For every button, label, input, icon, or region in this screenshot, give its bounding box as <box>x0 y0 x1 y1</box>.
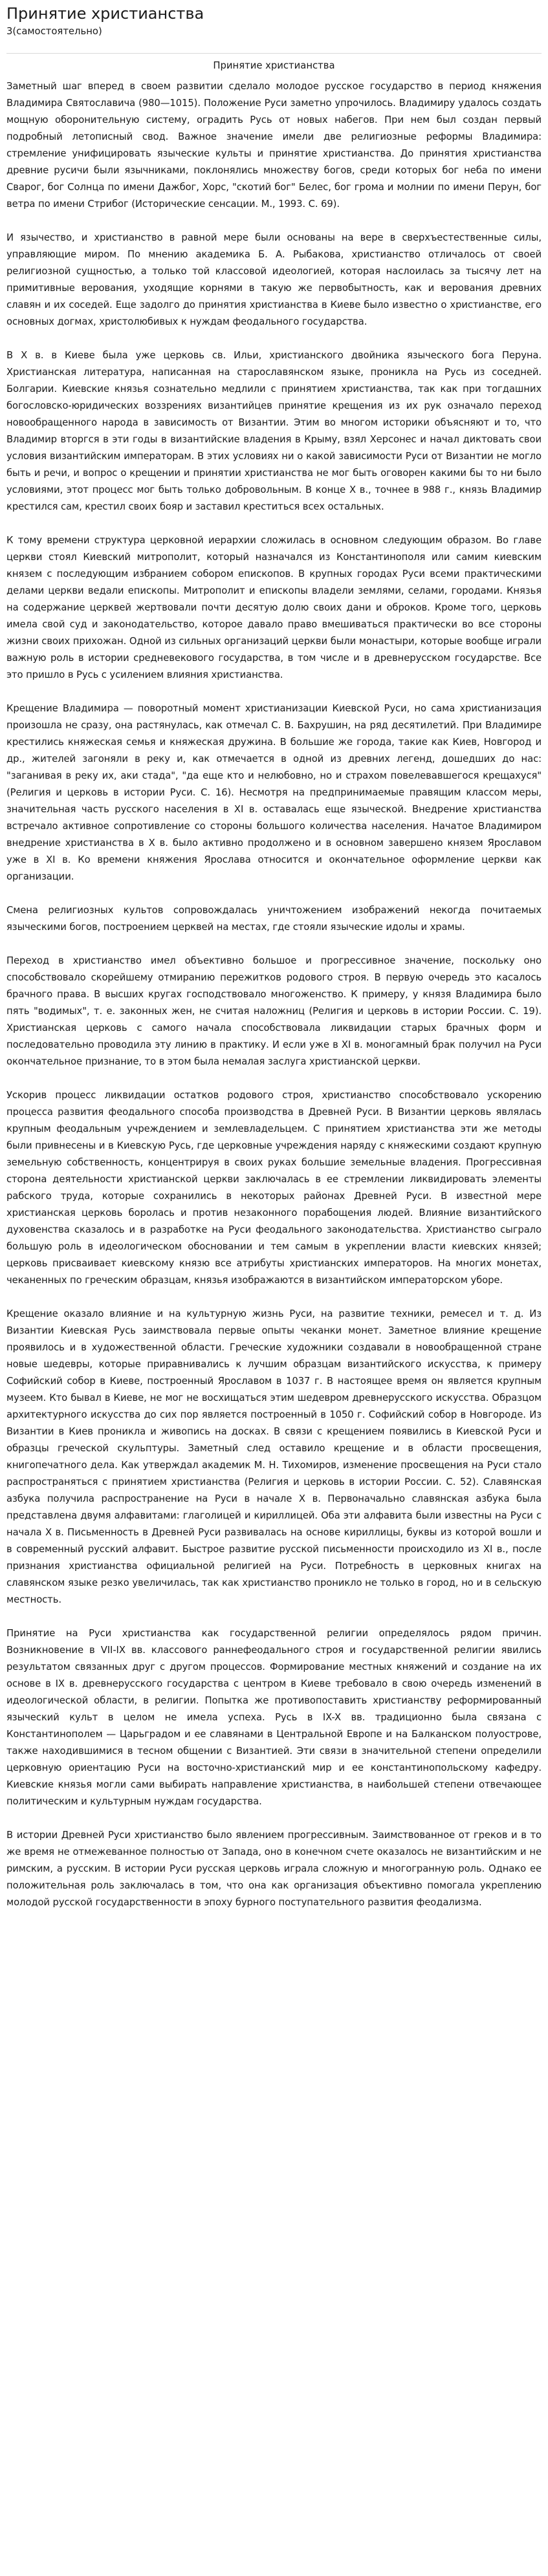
paragraph: И язычество, и христианство в равной мере были основаны на вере в сверхъестественные силы, управляющие миром. По мнению академика Б. А. Рыбакова, христианство отличалось от своей религиозной сущностью, а только той классовой идеологией, которая наслоилась за тысячу лет на примитивные верования, уходящие корнями в такую же первобытность, как и верования древних славян и их соседей. Еще задолго до принятия христианства в Киеве было известно о христианстве, его основных догмах, христолюбивых к нуждам феодального государства. <box>6 232 542 327</box>
paragraph: Ускорив процесс ликвидации остатков родового строя, христианство способствовало ускорению процесса развития феодального способа производства в Древней Руси. В Византии церковь являлась крупным феодальным учреждением и землевладельцем. С принятием христианства эти же методы были привнесены и в Киевскую Русь, где церковные учреждения наряду с княжескими создают крупную земельную собственность, концентрируя в своих руках большие земельные владения. Прогрессивная сторона деятельности христианской церкви заключалась в ее стремлении ликвидировать элементы рабского труда, которые сохранились в некоторых районах Древней Руси. В известной мере христианская церковь боролась и против незаконного порабощения людей. Влияние византийского духовенства сказалось и в разработке на Руси феодального законодательства. Христианство сыграло большую роль в идеологическом обосновании и тем самым в укреплении власти киевских князей; церковь присваивает киевскому князю все атрибуты христианских императоров. На многих монетах, чеканенных по греческим образцам, князья изображаются в византийском императорском уборе. <box>6 1090 542 1286</box>
article-heading: Принятие христианства <box>213 60 335 71</box>
paragraph: К тому времени структура церковной иерархии сложилась в основном следующим образом. Во главе церкви стоял Киевский митрополит, который назначался из Константинополя или самим киевским князем с последующим избранием собором епископов. В крупных городах Руси всеми практическими делами церкви ведали епископы. Митрополит и епископы владели землями, селами, городами. Князья на содержание церквей жертвовали почти десятую долю своих дани и оброков. Кроме того, церковь имела свой суд и законодательство, которое давало право вмешиваться практически во все стороны жизни своих прихожан. Одной из сильных организаций церкви были монастыри, которые вообще играли важную роль в истории средневекового государства, в том числе и в древнерусском государстве. Все это пришло в Русь с усилением влияния христианства. <box>6 535 542 680</box>
paragraph: Принятие на Руси христианства как государственной религии определялось рядом причин. Возникновение в VII-IX вв. классового раннефеодального строя и государственной религии явились результатом связанных друг с другом процессов. Формирование местных княжений и создание на их основе в IX в. древнерусского государства с центром в Киеве требовало в свою очередь изменений в идеологической области, в религии. Попытка же противопоставить христианству реформированный языческий культ в целом не имела успеха. Русь в IX-X вв. традиционно была связана с Константинополем — Царьградом и ее славянами в Центральной Европе и на Балканском полуострове, также находившимися в тесном общении с Византией. Эти связи в значительной степени определили церковную ориентацию Руси на восточно-христианский мир и ее константинопольскому кафедру. Киевские князья могли сами выбирать направление христианства, в наибольшей степени отвечающее политическим и культурным нуждам государства. <box>6 1628 542 1807</box>
paragraph: Заметный шаг вперед в своем развитии сделало молодое русское государство в период княжения Владимира Святославича (980—1015). Положение Руси заметно упрочилось. Владимиру удалось создать мощную оборонительную систему, оградить Русь от новых набегов. При нем был создан первый подробный летописный свод. Важное значение имели две религиозные реформы Владимира: стремление унифицировать языческие культы и принятие христианства. До принятия христианства древние русичи были язычниками, поклонялись множеству богов, среди которых бог неба по имени Сварог, бог Солнца по имени Дажбог, Хорс, "скотий бог" Белес, бог грома и молнии по имени Перун, бог ветра по имени Стрибог (Исторические сенсации. М., 1993. С. 69). <box>6 81 542 210</box>
paragraph: Смена религиозных культов сопровождалась уничтожением изображений некогда почитаемых языческими богов, построением церквей на местах, где стояли языческие идолы и храмы. <box>6 905 542 933</box>
paragraph: Крещение Владимира — поворотный момент христианизации Киевской Руси, но сама христианизация произошла не сразу, она растянулась, как отмечал С. В. Бахрушин, на ряд десятилетий. При Владимире крестились княжеская семья и княжеская дружина. В большие же города, такие как Киев, Новгород и др., жителей загоняли в реку и, как отмечается в одной из древних легенд, дошедших до нас: "заганивая в реку их, аки стада", "да еще кто и нелюбовно, но и страхом повелевавшегося крещахуся" (Религия и церковь в истории Руси. С. 16). Несмотря на предпринимаемые правящим классом меры, значительная часть русского населения в XI в. оставалась еще языческой. Внедрение христианства встречало активное сопротивление со стороны большого количества населения. Начатое Владимиром внедрение христианства в X в. было активно продолжено и в основном завершено князем Ярославом уже в XI в. Ко времени княжения Ярослава относится и окончательное оформление церкви как организации. <box>6 703 542 882</box>
article <box>6 53 542 1911</box>
paragraph: В истории Древней Руси христианство было явлением прогрессивным. Заимствованное от греков и в то же время не отмежеванное полностью от Запада, оно в конечном счете оказалось не византийским и не римским, а русским. В истории Руси русская церковь играла сложную и многогранную роль. Однако ее положительная роль заключалась в том, что она как организация объективно помогала укреплению молодой русской государственности в эпоху бурного поступательного развития феодализма. <box>6 1830 542 1908</box>
paragraph: Переход в христианство имел объективно большое и прогрессивное значение, поскольку оно способствовало скорейшему отмиранию пережитков родового строя. В первую очередь это касалось брачного права. В высших кругах господствовало многоженство. К примеру, у князя Владимира было пять "водимых", т. е. законных жен, не считая наложниц (Религия и церковь в истории России. С. 19). Христианская церковь с самого начала способствовала ликвидации старых брачных форм и последовательно проводила эту линию в практику. И если уже в XI в. моногамный брак получил на Руси окончательное признание, то в этом была немалая заслуга христианской церкви. <box>6 955 542 1067</box>
paragraph: В X в. в Киеве была уже церковь св. Ильи, христианского двойника языческого бога Перуна. Христианская литература, написанная на старославянском языке, проникла на Русь из соседней. Болгарии. Киевские князья сознательно медлили с принятием христианства, так как при тогдашних богословско-юридических воззрениях византийцев принятие крещения из их рук означало переход новообращенного народа в зависимость от Византии. Этим во многом историки объясняют и то, что Владимир вторгся в эти годы в византийские владения в Крыму, взял Херсонес и начал диктовать свои условия византийским императорам. В этих условиях ни о какой зависимости Руси от Византии не могло быть и речи, и вопрос о крещении и принятии христианства не мог быть оговорен какими бы то ни было условиями, этот процесс мог быть только добровольным. В конце X в., точнее в 988 г., князь Владимир крестился сам, крестил своих бояр и заставил креститься всех остальных. <box>6 350 542 512</box>
paragraph: Крещение оказало влияние и на культурную жизнь Руси, на развитие техники, ремесел и т. д. Из Византии Киевская Русь заимствовала первые опыты чеканки монет. Заметное влияние крещение проявилось и в художественной области. Греческие художники создавали в новообращенной стране новые шедевры, которые приравнивались к лучшим образцам византийского искусства, к примеру Софийский собор в Киеве, построенный Ярославом в 1037 г. В настоящее время он является крупным музеем. Кто бывал в Киеве, не мог не восхищаться этим шедевром древнерусского искусства. Образцом архитектурного искусства до сих пор является построенный в 1050 г. Софийский собор в Новгороде. Из Византии в Киев проникла и живопись на досках. В связи с крещением появились в Киевской Руси и образцы греческой скульптуры. Заметный след оставило крещение и в области просвещения, книгопечатного дела. Как утверждал академик М. Н. Тихомиров, изменение просвещения на Руси стало распространяться с принятием христианства (Религия и церковь в истории России. С. 52). Славянская азбука получила распространение на Руси в начале X в. Первоначально славянская азбука была представлена двумя алфавитами: глаголицей и кириллицей. Оба эти алфавита были известны на Руси с начала X в. Письменность в Древней Руси развивалась на основе кириллицы, буквы из которой вошли и в современный русский алфавит. Быстрое развитие русской письменности происходило из XI в., после признания христианства официальной религией на Руси. Потребность в церковных книгах на славянском языке резко увеличилась, так как христианство проникло не только в город, но и в сельскую местность. <box>6 1308 542 1605</box>
page-title: Принятие христианства <box>6 5 204 23</box>
page-subtitle: 3(самостоятельно) <box>6 26 102 37</box>
